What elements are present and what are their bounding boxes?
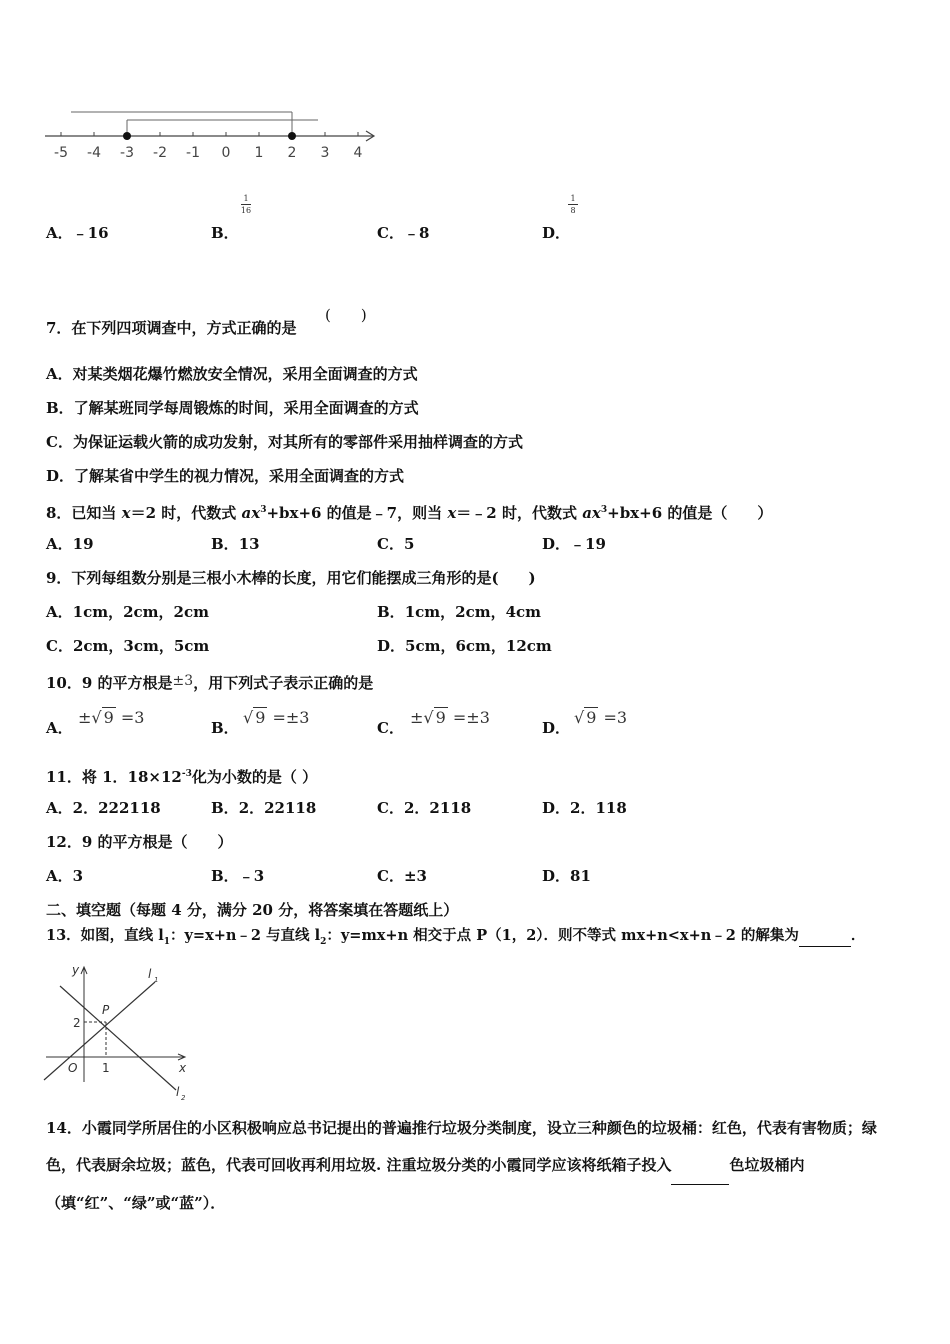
q10-option-c-expr: ±√ 9 =±3 bbox=[410, 708, 490, 727]
q7-stem bbox=[46, 318, 296, 338]
q10-option-c[interactable]: C． bbox=[377, 719, 404, 737]
q11-option-a[interactable]: A．2．222118 bbox=[46, 799, 161, 817]
sqrt-icon: √ bbox=[423, 708, 434, 727]
q14-paragraph: 14．小霞同学所居住的小区积极响应总书记提出的普遍推行垃圾分类制度，设立三种颜色的垃圾桶：红色，代表有害物质；绿色，代表厨余垃圾；蓝色，代表可回收再利用垃圾. 注重垃圾分类的小霞同学应该将纸箱子投入 色垃圾桶内（填“红”、“绿”或“蓝”）． bbox=[46, 1119, 877, 1212]
number-line-figure bbox=[40, 105, 380, 165]
fraction-numerator: 1 bbox=[243, 194, 249, 203]
section-2-title: 二、填空题（每题 4 分，满分 20 分，将答案填在答题纸上） bbox=[46, 901, 459, 919]
q12-option-a[interactable]: A．3 bbox=[46, 867, 84, 885]
point-p-label: P bbox=[102, 1003, 110, 1017]
tick-label: -1 bbox=[186, 145, 200, 161]
q11-option-b[interactable]: B．2．22118 bbox=[211, 799, 317, 817]
pm3-expression: ±3 bbox=[172, 673, 194, 689]
q13-answer-blank[interactable] bbox=[799, 926, 851, 947]
q6-option-a[interactable] bbox=[46, 223, 109, 243]
l1-subscript: 1 bbox=[154, 976, 159, 984]
q12-option-c[interactable]: C．±3 bbox=[377, 867, 427, 885]
q7-option-b[interactable]: B．了解某班同学每周锻炼的时间，采用全面调查的方式 bbox=[46, 399, 419, 417]
q10-option-b[interactable]: B． bbox=[211, 719, 239, 737]
q7-option-d[interactable]: D．了解某省中学生的视力情况，采用全面调查的方式 bbox=[46, 467, 405, 485]
q8-option-c[interactable]: C．5 bbox=[377, 535, 415, 553]
question-text: 7．在下列四项调查中，方式正确的是 bbox=[46, 319, 297, 337]
q6-option-d-fraction bbox=[566, 194, 580, 215]
x-tick-1: 1 bbox=[102, 1061, 110, 1075]
fraction-numerator: 1 bbox=[570, 194, 576, 203]
y-label: y bbox=[72, 963, 80, 977]
q6-option-b[interactable] bbox=[211, 223, 239, 243]
option-letter: A． bbox=[46, 224, 73, 242]
q11-option-d[interactable]: D．2．118 bbox=[542, 799, 627, 817]
q8-option-d[interactable]: D．﹣19 bbox=[542, 535, 606, 553]
q10-option-d-expr: √ 9 =3 bbox=[574, 708, 628, 727]
q6-option-b-fraction bbox=[238, 194, 254, 215]
l2-subscript: 2 bbox=[181, 1094, 186, 1102]
l2-label: l bbox=[176, 1085, 180, 1099]
tick-label: 4 bbox=[353, 145, 363, 161]
tick-label: -2 bbox=[153, 145, 167, 161]
q8-stem: 8．已知当 x＝2 时，代数式 $ax^3+bx+6$ 的值是﹣7，则当 x＝﹣2 时，代数式 $ax^3+bx+6$ 的值是（ ） bbox=[46, 504, 773, 522]
tick-label: -3 bbox=[120, 145, 134, 161]
point-minus3 bbox=[123, 132, 131, 140]
q9-option-c[interactable]: C．2cm，3cm，5cm bbox=[46, 637, 210, 655]
q12-option-b[interactable]: B．﹣3 bbox=[211, 867, 265, 885]
sqrt-icon: √ bbox=[91, 708, 102, 727]
number-line-ticks bbox=[61, 132, 358, 136]
q10-option-a-expr: ±√ 9 =3 bbox=[78, 708, 145, 727]
sqrt-icon: √ bbox=[243, 708, 254, 727]
q13-stem: 13．如图，直线 $l_1$：y=x+n﹣2 与直线 $l_2$：y=mx+n 相交于点 P（1，2）．则不等式 mx+n<x+n﹣2 的解集为 ． bbox=[46, 927, 866, 947]
q7-paren: ( ) bbox=[325, 306, 367, 324]
q9-option-b[interactable]: B．1cm，2cm，4cm bbox=[377, 603, 542, 621]
tick-label: 0 bbox=[221, 145, 231, 161]
q10-option-a[interactable]: A． bbox=[46, 719, 73, 737]
l1-label: l bbox=[148, 967, 152, 981]
fraction-denominator: 8 bbox=[570, 206, 576, 215]
q7-option-c[interactable]: C．为保证运载火箭的成功发射，对其所有的零部件采用抽样调查的方式 bbox=[46, 433, 523, 451]
line-l1 bbox=[44, 982, 155, 1080]
tick-label: 2 bbox=[287, 145, 297, 161]
q8-option-b[interactable]: B．13 bbox=[211, 535, 260, 553]
q11-stem: 11．将 1．$18\times 12^{-3}$化为小数的是（ ） bbox=[46, 768, 318, 786]
option-text: ﹣8 bbox=[403, 224, 430, 242]
q9-stem: 9．下列每组数分别是三根小木棒的长度，用它们能摆成三角形的是( ) bbox=[46, 569, 536, 587]
q12-stem: 12．9 的平方根是（ ） bbox=[46, 833, 233, 851]
q10-option-b-expr: √ 9 =±3 bbox=[243, 708, 310, 727]
q6-option-c[interactable] bbox=[377, 223, 429, 243]
option-letter: B． bbox=[211, 224, 239, 242]
tick-label: -4 bbox=[87, 145, 101, 161]
fraction-denominator: 16 bbox=[240, 206, 252, 215]
q8-option-a[interactable]: A．19 bbox=[46, 535, 94, 553]
q12-option-d[interactable]: D．81 bbox=[542, 867, 591, 885]
q7-option-a[interactable]: A．对某类烟花爆竹燃放安全情况，采用全面调查的方式 bbox=[46, 365, 418, 383]
q14-answer-blank[interactable] bbox=[671, 1147, 729, 1185]
tick-label: 1 bbox=[254, 145, 264, 161]
option-letter: C． bbox=[377, 224, 404, 242]
q9-option-d[interactable]: D．5cm，6cm，12cm bbox=[377, 637, 552, 655]
sqrt-icon: √ bbox=[574, 708, 585, 727]
tick-label: -5 bbox=[54, 145, 68, 161]
point-2 bbox=[288, 132, 296, 140]
tick-label: 3 bbox=[320, 145, 330, 161]
q13-graph bbox=[40, 962, 200, 1102]
origin-label: O bbox=[68, 1061, 78, 1075]
y-tick-2: 2 bbox=[73, 1016, 81, 1030]
option-letter: D． bbox=[542, 224, 571, 242]
q11-option-c[interactable]: C．2．2118 bbox=[377, 799, 472, 817]
x-label: x bbox=[179, 1061, 187, 1075]
q6-option-d[interactable] bbox=[542, 223, 570, 243]
q10-option-d[interactable]: D． bbox=[542, 719, 571, 737]
option-text: ﹣16 bbox=[72, 224, 109, 242]
q10-stem: 10．9 的平方根是±3，用下列式子表示正确的是 bbox=[46, 673, 374, 692]
q9-option-a[interactable]: A．1cm，2cm，2cm bbox=[46, 603, 209, 621]
